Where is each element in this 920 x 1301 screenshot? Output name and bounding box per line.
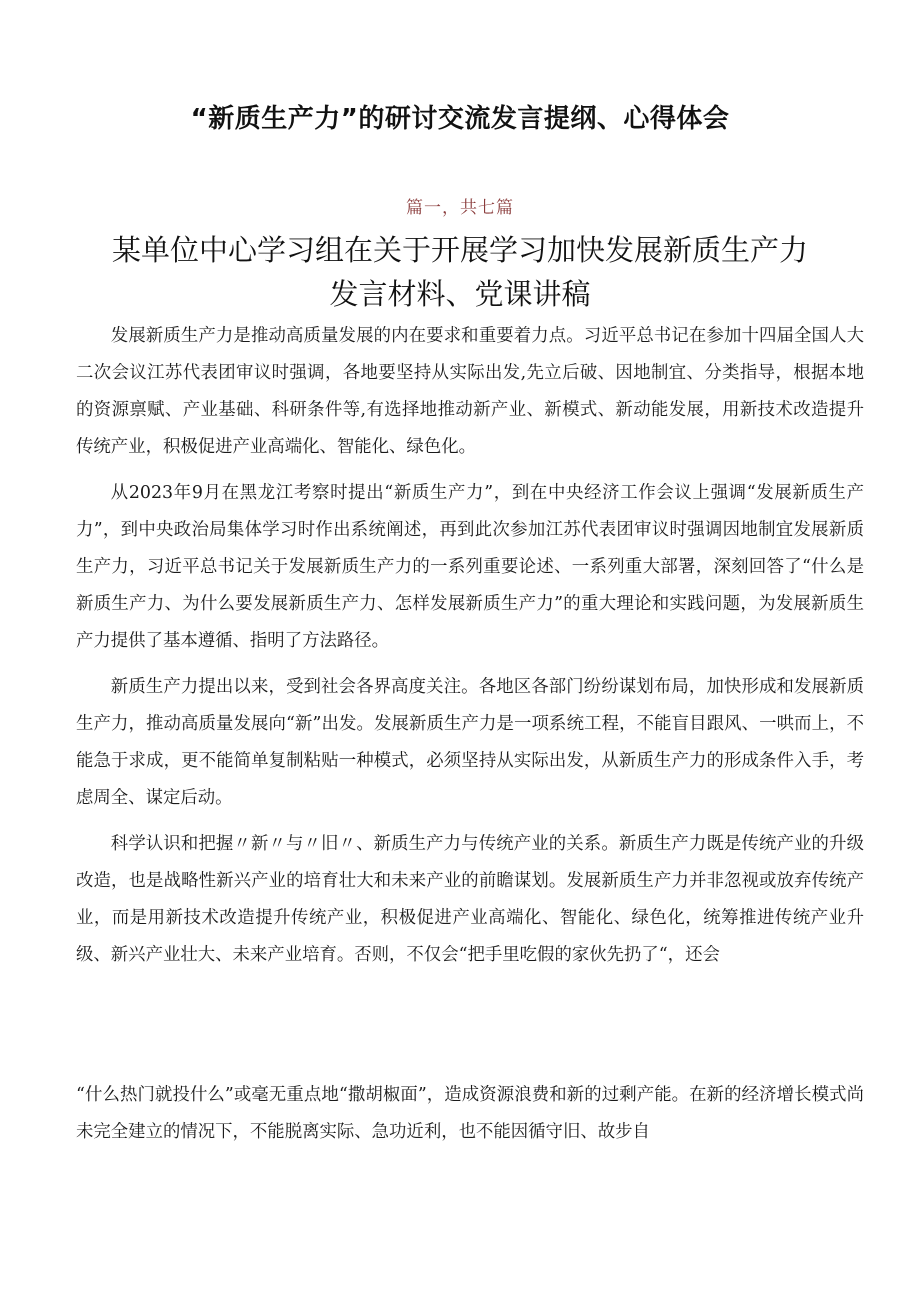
paragraph-5: “什么热门就投什么”或毫无重点地“撒胡椒面”，造成资源浪费和新的过剩产能。在新的经济增长模式尚未完全建立的情况下，不能脱离实际、急功近利，也不能因循守旧、故步自 xyxy=(76,1085,864,1142)
paragraph-3: 新质生产力提出以来，受到社会各界高度关注。各地区各部门纷纷谋划布局，加快形成和发展新质生产力，推动高质量发展向“新”出发。发展新质生产力是一项系统工程，不能盲目跟风、一哄而上，不能急于求成，更不能简单复制粘贴一种模式，必须坚持从实际出发，从新质生产力的形成条件入手，考虑周全、谋定后动。 xyxy=(76,677,864,808)
document-title: “新质生产力”的研讨交流发言提纲、心得体会 xyxy=(190,104,730,134)
article-title xyxy=(0,228,920,316)
paragraph-4: 科学认识和把握〃新〃与〃旧〃、新质生产力与传统产业的关系。新质生产力既是传统产业的升级改造，也是战略性新兴产业的培育壮大和未来产业的前瞻谋划。发展新质生产力并非忽视或放弃传统产业，而是用新技术改造提升传统产业，积极促进产业高端化、智能化、绿色化，统筹推进传统产业升级、新兴产业壮大、未来产业培育。否则，不仅会“把手里吃假的家伙先扔了“，还会 xyxy=(76,834,864,965)
article-title-line-2: 发言材料、党课讲稿 xyxy=(329,277,591,311)
section-label: 篇一，共七篇 xyxy=(406,198,514,218)
body-text-continued xyxy=(76,1077,864,1160)
article-title-line-1: 某单位中心学习组在关于开展学习加快发展新质生产力 xyxy=(111,233,808,267)
paragraph-1: 发展新质生产力是推动高质量发展的内在要求和重要着力点。习近平总书记在参加十四届全国人大二次会议江苏代表团审议时强调，各地要坚持从实际出发,先立后破、因地制宜、分类指导，根据本地的资源禀赋、产业基础、科研条件等,有选择地推动新产业、新模式、新动能发展，用新技术改造提升传统产业，积极促进产业高端化、智能化、绿色化。 xyxy=(76,326,864,457)
body-text-main xyxy=(76,318,864,983)
paragraph-2: 从2023年9月在黑龙江考察时提出“新质生产力”，到在中央经济工作会议上强调“发展新质生产力”，到中央政治局集体学习时作出系统阐述，再到此次参加江苏代表团审议时强调因地制宜发展新质生产力，习近平总书记关于发展新质生产力的一系列重要论述、一系列重大部署，深刻回答了“什么是新质生产力、为什么要发展新质生产力、怎样发展新质生产力”的重大理论和实践问题，为发展新质生产力提供了基本遵循、指明了方法路径。 xyxy=(76,483,864,651)
